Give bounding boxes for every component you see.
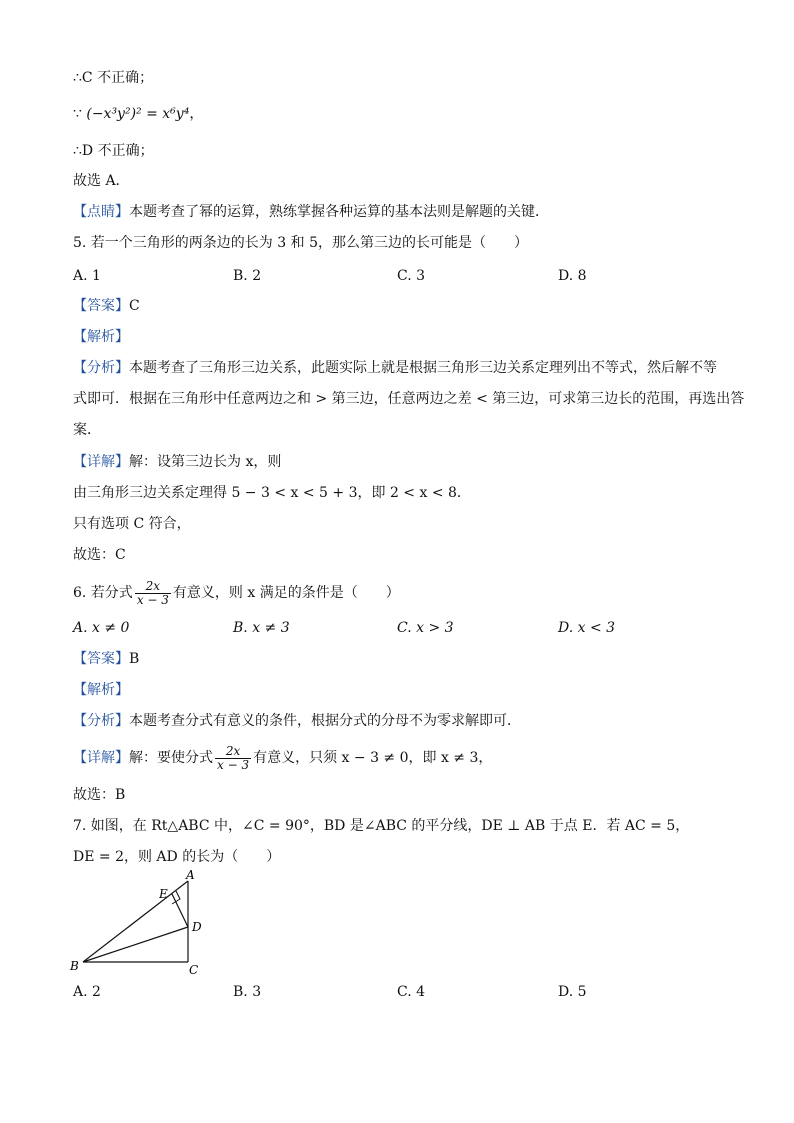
fraction-numerator: 2x xyxy=(145,578,161,593)
q5-option-a: A. 1 xyxy=(73,268,101,284)
q6-analysis-heading xyxy=(73,680,129,700)
q7-option-a: A. 2 xyxy=(73,984,101,1000)
q5-detail-line-1 xyxy=(73,452,281,472)
q6-question xyxy=(73,578,400,608)
fenxi-text: 本题考查分式有意义的条件，根据分式的分母不为零求解即可． xyxy=(129,713,521,729)
detail-pre: 解：要使分式 xyxy=(129,750,213,766)
detail-post: 有意义，只须 x − 3 ≠ 0，即 x ≠ 3， xyxy=(253,750,493,766)
fraction-numerator: 2x xyxy=(225,743,241,758)
q5-detail-line-3: 只有选项 C 符合， xyxy=(73,516,191,532)
q5-detail-line-2: 由三角形三边关系定理得 5 − 3 < x < 5 + 3，即 2 < x < 8． xyxy=(73,485,471,501)
text-choose-a: 故选 A． xyxy=(73,173,130,189)
q6-option-b: B. x ≠ 3 xyxy=(233,620,290,636)
q6-option-c: C. x > 3 xyxy=(397,620,454,636)
fraction-denominator: x − 3 xyxy=(136,592,169,607)
text-because-expression xyxy=(73,104,203,124)
q5-question: 5. 若一个三角形的两条边的长为 3 和 5，那么第三边的长可能是（ ） xyxy=(73,235,528,251)
q7-option-d: D. 5 xyxy=(558,984,587,1000)
q6-detail-line-2: 故选：B xyxy=(73,787,126,803)
fenxi-tag: 【分析】 xyxy=(73,360,129,376)
analysis-tag: 【解析】 xyxy=(73,682,129,698)
label-c: C xyxy=(189,963,199,977)
comment-text: 本题考查了幂的运算，熟练掌握各种运算的基本法则是解题的关键． xyxy=(129,204,549,220)
fenxi-tag: 【分析】 xyxy=(73,713,129,729)
q7-option-c: C. 4 xyxy=(397,984,426,1000)
q5-option-b: B. 2 xyxy=(233,268,262,284)
q5-fenxi-line-1 xyxy=(73,358,717,378)
label-b: B xyxy=(70,959,79,973)
segment-bd xyxy=(83,927,188,962)
detail-text-1: 解：设第三边长为 x，则 xyxy=(129,454,282,470)
q5-fenxi-line-2: 式即可．根据在三角形中任意两边之和 > 第三边，任意两边之差 < 第三边，可求第三边长的范围，再选出答 xyxy=(73,391,745,407)
q6-question-post: 有意义，则 x 满足的条件是（ ） xyxy=(172,585,400,601)
answer-tag: 【答案】 xyxy=(73,298,129,314)
label-a: A xyxy=(186,870,195,882)
answer-tag: 【答案】 xyxy=(73,651,129,667)
q6-answer xyxy=(73,649,139,669)
q7-option-b: B. 3 xyxy=(233,984,262,1000)
q6-detail xyxy=(73,743,492,773)
power-expression: (−x³y²)² = x⁶y⁴ xyxy=(86,106,190,122)
label-e: E xyxy=(159,887,168,901)
q6-fraction xyxy=(135,580,171,607)
label-d: D xyxy=(192,920,202,934)
segment-ab xyxy=(83,881,188,962)
analysis-tag: 【解析】 xyxy=(73,329,129,345)
text-d-incorrect: ∴D 不正确； xyxy=(73,143,154,159)
fraction-denominator: x − 3 xyxy=(217,757,250,772)
comma: ， xyxy=(189,106,204,122)
q7-question-line-2: DE = 2，则 AD 的长为（ ） xyxy=(73,849,281,865)
q6-question-pre: 6. 若分式 xyxy=(73,585,133,601)
because-symbol: ∵ xyxy=(73,106,87,122)
detail-tag: 【详解】 xyxy=(73,454,129,470)
q5-option-c: C. 3 xyxy=(397,268,426,284)
q6-option-a: A. x ≠ 0 xyxy=(73,620,130,636)
q5-option-d: D. 8 xyxy=(558,268,587,284)
text-c-incorrect: ∴C 不正确； xyxy=(73,70,154,86)
q5-detail-line-4: 故选：C xyxy=(73,547,126,563)
answer-value: C xyxy=(129,298,140,314)
comment-paragraph xyxy=(73,202,549,222)
triangle-figure xyxy=(66,870,216,982)
fenxi-text-1: 本题考查了三角形三边关系，此题实际上就是根据三角形三边关系定理列出不等式，然后解不等 xyxy=(129,360,717,376)
q5-analysis-heading xyxy=(73,327,129,347)
q7-question-line-1: 7. 如图，在 Rt△ABC 中，∠C = 90°，BD 是∠ABC 的平分线，DE ⊥ AB 于点 E．若 AC = 5， xyxy=(73,818,690,834)
q6-fenxi xyxy=(73,711,521,731)
q5-fenxi-line-3: 案． xyxy=(73,422,101,438)
q6-option-d: D. x < 3 xyxy=(558,620,616,636)
q6-detail-fraction xyxy=(215,745,251,772)
q5-answer xyxy=(73,296,140,316)
answer-value: B xyxy=(129,651,140,667)
detail-tag: 【详解】 xyxy=(73,750,129,766)
comment-tag: 【点睛】 xyxy=(73,204,129,220)
